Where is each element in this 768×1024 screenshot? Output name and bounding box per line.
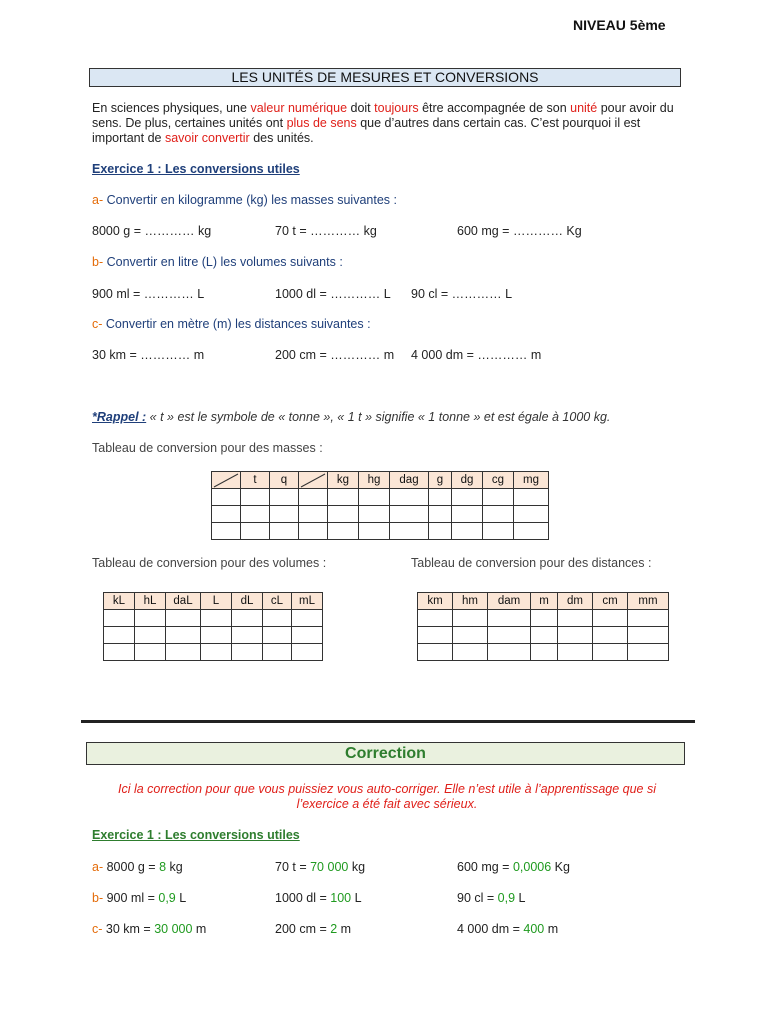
letter-c: c-	[92, 922, 103, 936]
table-cell[interactable]	[299, 489, 328, 506]
correction-exercise-title: Exercice 1 : Les conversions utiles	[92, 828, 300, 842]
table-cell[interactable]	[212, 506, 241, 523]
table-cell[interactable]	[292, 627, 323, 644]
table-cell[interactable]	[418, 610, 453, 627]
table-cell[interactable]	[104, 627, 135, 644]
table-cell[interactable]	[135, 610, 166, 627]
rappel-text: « t » est le symbole de « tonne », « 1 t » signifie « 1 tonne » et est égale à 1000 kg.	[146, 410, 611, 424]
table-cell[interactable]	[429, 489, 452, 506]
table-row	[418, 610, 669, 627]
volume-header-kl: kL	[104, 593, 135, 610]
instruction-text: Convertir en mètre (m) les distances suivantes :	[102, 317, 371, 331]
exercise-b-item: 1000 dl = ………… L	[275, 287, 391, 301]
highlight-unite: unité	[570, 101, 598, 115]
mass-header-hg: hg	[359, 472, 390, 489]
exercise-c-item: 200 cm = ………… m	[275, 348, 395, 362]
table-cell[interactable]	[453, 627, 488, 644]
table-row	[104, 644, 323, 661]
correction-c-item	[92, 922, 206, 936]
table-cell[interactable]	[514, 489, 549, 506]
table-cell[interactable]	[359, 489, 390, 506]
highlight-savoir-convertir: savoir convertir	[164, 131, 250, 145]
mass-header-mg: mg	[514, 472, 549, 489]
table-cell[interactable]	[212, 523, 241, 540]
volume-header-dl: dL	[232, 593, 263, 610]
table-cell[interactable]	[166, 610, 201, 627]
exercise-title: Exercice 1 : Les conversions utiles	[92, 162, 300, 176]
distance-header-dam: dam	[488, 593, 531, 610]
correction-b-item	[457, 891, 525, 905]
table-cell[interactable]	[270, 489, 299, 506]
table-cell[interactable]	[453, 644, 488, 661]
exercise-a-item: 600 mg = ………… Kg	[457, 224, 582, 238]
mass-header-t: t	[241, 472, 270, 489]
table-cell[interactable]	[328, 489, 359, 506]
intro-paragraph	[92, 101, 692, 146]
letter-c: c-	[92, 317, 103, 331]
answer-text: m	[192, 922, 207, 936]
table-row	[418, 644, 669, 661]
volume-table-caption: Tableau de conversion pour des volumes :	[92, 556, 327, 570]
mass-header-dg: dg	[452, 472, 483, 489]
exercise-a-item: 8000 g = ………… kg	[92, 224, 212, 238]
answer-value: 70 000	[310, 860, 349, 874]
mass-header-g: g	[429, 472, 452, 489]
table-cell[interactable]	[488, 610, 531, 627]
mass-conversion-table	[211, 471, 549, 540]
table-row	[104, 627, 323, 644]
answer-text: kg	[348, 860, 366, 874]
table-header-row	[212, 472, 549, 489]
volume-header-ml: mL	[292, 593, 323, 610]
highlight-plus-de-sens: plus de sens	[286, 116, 357, 130]
table-cell[interactable]	[201, 610, 232, 627]
intro-text: être accompagnée de son	[418, 101, 571, 115]
table-cell[interactable]	[270, 523, 299, 540]
correction-b-item	[92, 891, 186, 905]
table-cell[interactable]	[135, 644, 166, 661]
table-cell[interactable]	[241, 489, 270, 506]
distance-header-hm: hm	[453, 593, 488, 610]
distance-conversion-table	[417, 592, 669, 661]
correction-b-item	[275, 891, 362, 905]
table-header-row	[104, 593, 323, 610]
volume-header-hl: hL	[135, 593, 166, 610]
table-cell[interactable]	[628, 644, 669, 661]
table-cell[interactable]	[135, 627, 166, 644]
instruction-text: Convertir en litre (L) les volumes suivants :	[103, 255, 343, 269]
exercise-c-item: 4 000 dm = ………… m	[411, 348, 542, 362]
table-cell[interactable]	[292, 610, 323, 627]
table-cell[interactable]	[453, 610, 488, 627]
answer-text: 600 mg =	[457, 860, 513, 874]
volume-header-l: L	[201, 593, 232, 610]
table-cell[interactable]	[429, 506, 452, 523]
table-cell[interactable]	[359, 506, 390, 523]
answer-text: 1000 dl =	[275, 891, 331, 905]
table-cell[interactable]	[104, 610, 135, 627]
table-cell[interactable]	[483, 523, 514, 540]
answer-value: 0,0006	[512, 860, 552, 874]
distance-header-m: m	[531, 593, 558, 610]
table-cell[interactable]	[429, 523, 452, 540]
section-divider	[81, 720, 695, 723]
letter-b: b-	[92, 891, 104, 905]
table-cell[interactable]	[270, 506, 299, 523]
table-cell[interactable]	[328, 506, 359, 523]
table-cell[interactable]	[201, 644, 232, 661]
correction-a-item	[275, 860, 365, 874]
table-cell[interactable]	[390, 523, 429, 540]
table-cell[interactable]	[263, 610, 292, 627]
answer-text: 70 t =	[275, 860, 311, 874]
table-cell[interactable]	[390, 489, 429, 506]
table-cell[interactable]	[452, 489, 483, 506]
table-cell[interactable]	[558, 610, 593, 627]
answer-text: 900 ml =	[103, 891, 159, 905]
answer-text: 200 cm =	[275, 922, 331, 936]
answer-text: m	[337, 922, 352, 936]
table-cell[interactable]	[292, 644, 323, 661]
correction-a-item	[92, 860, 183, 874]
table-cell[interactable]	[263, 644, 292, 661]
table-cell[interactable]	[166, 627, 201, 644]
exercise-c-item: 30 km = ………… m	[92, 348, 205, 362]
table-cell[interactable]	[483, 489, 514, 506]
rappel-note	[92, 410, 610, 424]
table-cell[interactable]	[328, 523, 359, 540]
volume-header-cl: cL	[263, 593, 292, 610]
distance-header-cm: cm	[593, 593, 628, 610]
table-cell[interactable]	[531, 627, 558, 644]
answer-text: 90 cl =	[457, 891, 498, 905]
table-cell[interactable]	[232, 610, 263, 627]
mass-table-caption: Tableau de conversion pour des masses :	[92, 441, 323, 455]
table-cell[interactable]	[531, 644, 558, 661]
mass-header-q: q	[270, 472, 299, 489]
table-cell[interactable]	[299, 523, 328, 540]
exercise-c-instruction	[92, 317, 371, 331]
table-cell[interactable]	[418, 627, 453, 644]
table-cell[interactable]	[232, 627, 263, 644]
correction-c-item	[457, 922, 558, 936]
table-cell[interactable]	[593, 644, 628, 661]
distance-header-km: km	[418, 593, 453, 610]
exercise-a-instruction	[92, 193, 397, 207]
table-cell[interactable]	[359, 523, 390, 540]
correction-title: Correction	[86, 742, 685, 765]
answer-text: L	[515, 891, 526, 905]
intro-text: que d’autres dans certain cas. C’est pourquoi il est important de	[92, 116, 641, 145]
table-cell[interactable]	[593, 627, 628, 644]
correction-c-item	[275, 922, 351, 936]
letter-a: a-	[92, 193, 104, 207]
table-cell[interactable]	[483, 506, 514, 523]
table-cell[interactable]	[241, 523, 270, 540]
exercise-b-item: 90 cl = ………… L	[411, 287, 513, 301]
table-cell[interactable]	[488, 627, 531, 644]
exercise-b-instruction	[92, 255, 343, 269]
table-cell[interactable]	[212, 489, 241, 506]
answer-value: 400	[523, 922, 545, 936]
table-cell[interactable]	[232, 644, 263, 661]
mass-header-cg: cg	[483, 472, 514, 489]
table-cell[interactable]	[241, 506, 270, 523]
highlight-toujours: toujours	[374, 101, 419, 115]
answer-value: 0,9	[158, 891, 176, 905]
distance-header-dm: dm	[558, 593, 593, 610]
letter-a: a-	[92, 860, 104, 874]
table-row	[418, 627, 669, 644]
intro-text: pour avoir du sens. De plus, certaines unités ont	[92, 101, 674, 130]
letter-b: b-	[92, 255, 104, 269]
table-cell[interactable]	[263, 627, 292, 644]
highlight-valeur: valeur numérique	[250, 101, 348, 115]
distance-header-mm: mm	[628, 593, 669, 610]
answer-text: Kg	[551, 860, 570, 874]
table-header-row	[418, 593, 669, 610]
exercise-b-item: 900 ml = ………… L	[92, 287, 205, 301]
table-cell[interactable]	[299, 506, 328, 523]
intro-text: doit	[347, 101, 375, 115]
table-cell[interactable]	[452, 523, 483, 540]
mass-header-dag: dag	[390, 472, 429, 489]
rappel-label: *Rappel :	[92, 410, 147, 424]
diagonal-line-icon	[299, 472, 327, 488]
diagonal-cell	[299, 472, 328, 489]
answer-text: L	[175, 891, 187, 905]
answer-text: 8000 g =	[103, 860, 160, 874]
volume-conversion-table	[103, 592, 323, 661]
table-cell[interactable]	[628, 627, 669, 644]
table-cell[interactable]	[390, 506, 429, 523]
table-cell[interactable]	[558, 627, 593, 644]
diagonal-cell	[212, 472, 241, 489]
table-cell[interactable]	[558, 644, 593, 661]
answer-text: 30 km =	[102, 922, 155, 936]
table-cell[interactable]	[104, 644, 135, 661]
table-cell[interactable]	[452, 506, 483, 523]
table-cell[interactable]	[488, 644, 531, 661]
table-cell[interactable]	[514, 506, 549, 523]
table-cell[interactable]	[593, 610, 628, 627]
volume-header-dal: daL	[166, 593, 201, 610]
table-cell[interactable]	[201, 627, 232, 644]
table-cell[interactable]	[514, 523, 549, 540]
exercise-a-item: 70 t = ………… kg	[275, 224, 377, 238]
correction-a-item	[457, 860, 570, 874]
answer-text: kg	[166, 860, 183, 874]
answer-value: 2	[330, 922, 338, 936]
table-row	[212, 489, 549, 506]
intro-text: des unités.	[249, 131, 314, 145]
diagonal-line-icon	[212, 472, 240, 488]
correction-note: Ici la correction pour que vous puissiez vous auto-corriger. Elle n’est utile à l’apprentissage que si l’exercice a été fait avec sérieux.	[117, 782, 656, 811]
answer-text: L	[351, 891, 362, 905]
table-cell[interactable]	[166, 644, 201, 661]
instruction-text: Convertir en kilogramme (kg) les masses suivantes :	[103, 193, 397, 207]
table-cell[interactable]	[628, 610, 669, 627]
table-row	[212, 523, 549, 540]
page-title: LES UNITÉS DE MESURES ET CONVERSIONS	[89, 68, 681, 87]
table-row	[104, 610, 323, 627]
answer-text: 4 000 dm =	[457, 922, 524, 936]
answer-value: 30 000	[154, 922, 193, 936]
mass-header-kg: kg	[328, 472, 359, 489]
table-cell[interactable]	[418, 644, 453, 661]
answer-value: 8	[159, 860, 167, 874]
distance-table-caption: Tableau de conversion pour des distances :	[411, 556, 652, 570]
answer-value: 0,9	[497, 891, 516, 905]
answer-text: m	[544, 922, 559, 936]
table-row	[212, 506, 549, 523]
table-cell[interactable]	[531, 610, 558, 627]
level-label: NIVEAU 5ème	[573, 17, 666, 33]
answer-value: 100	[330, 891, 352, 905]
intro-text: En sciences physiques, une	[92, 101, 251, 115]
